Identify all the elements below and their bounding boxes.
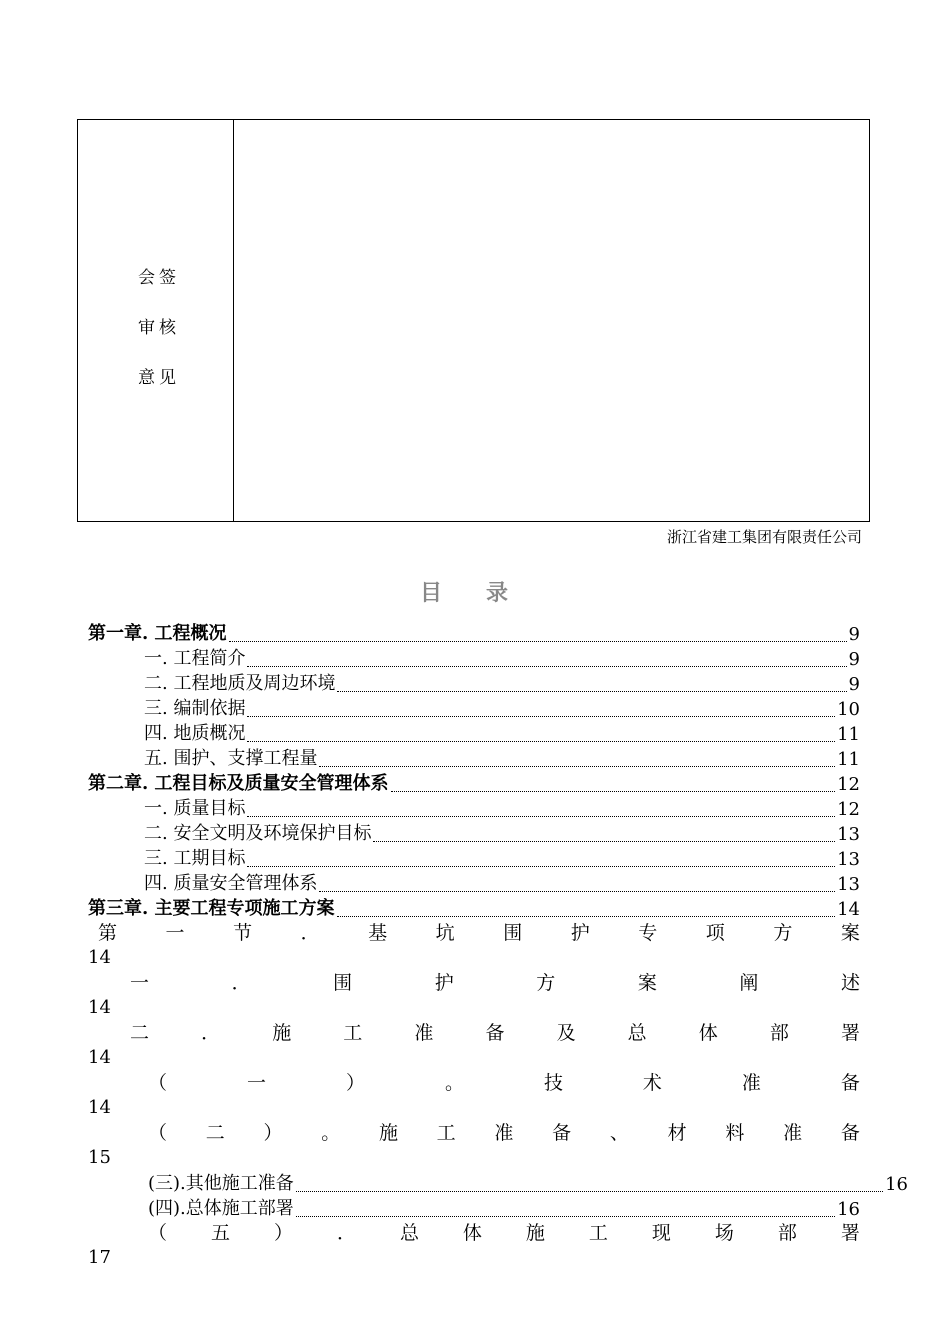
toc-char: 体 [698, 1022, 718, 1044]
toc-char: 术 [642, 1072, 662, 1094]
toc-char: 部 [769, 1022, 789, 1044]
toc-char: ） [263, 1122, 283, 1144]
toc-entry-page: 13 [837, 849, 860, 870]
toc-entry[interactable] [88, 1170, 908, 1195]
toc-char: 五 [210, 1222, 230, 1244]
toc-leader [391, 791, 836, 792]
toc-char: 述 [840, 972, 860, 994]
toc-char: 施 [378, 1122, 398, 1144]
toc-entry-page: 11 [837, 749, 860, 770]
toc-entry-text: (四).总体施工部署 [148, 1198, 294, 1219]
toc-entry-justified[interactable] [88, 920, 860, 970]
toc-entry-text: 二. 工程地质及周边环境 [144, 673, 336, 694]
toc-entry-page: 9 [848, 624, 860, 645]
toc-entry-page: 14 [88, 1097, 111, 1118]
toc-char: ） [273, 1222, 293, 1244]
toc-entry-justified[interactable] [88, 1220, 860, 1270]
toc-char: 项 [705, 922, 725, 944]
toc-entry-justified[interactable] [88, 970, 860, 1020]
toc-char: 工 [588, 1222, 608, 1244]
toc-char: （ [148, 1072, 168, 1094]
toc-char: ． [201, 1022, 221, 1044]
toc-char: 现 [651, 1222, 671, 1244]
toc-entry-justified[interactable] [88, 1020, 860, 1070]
toc-char: （ [148, 1222, 168, 1244]
toc-leader [247, 716, 835, 717]
toc-char: 二 [205, 1122, 225, 1144]
toc-char: 备 [552, 1122, 572, 1144]
toc-char: 节 [233, 922, 253, 944]
toc-entry-text: (三).其他施工准备 [148, 1173, 294, 1194]
toc-entry-page: 15 [88, 1147, 111, 1168]
toc-leader [337, 691, 846, 692]
toc-char: 料 [725, 1122, 745, 1144]
toc-leader [296, 1216, 835, 1217]
toc-leader [247, 816, 835, 817]
toc-entry-page: 14 [88, 947, 111, 968]
toc-leader [373, 841, 835, 842]
toc-char: 施 [525, 1222, 545, 1244]
toc-char: 第 [98, 922, 118, 944]
table-of-contents [88, 620, 908, 1270]
signoff-label-opinion: 意见 [138, 368, 180, 388]
toc-entry-page: 14 [837, 899, 860, 920]
toc-entry[interactable] [88, 795, 860, 820]
toc-char: 基 [368, 922, 388, 944]
toc-char: 部 [777, 1222, 797, 1244]
toc-entry[interactable] [88, 670, 860, 695]
toc-entry[interactable] [88, 695, 860, 720]
toc-leader [319, 766, 835, 767]
toc-char: 施 [272, 1022, 292, 1044]
toc-entry-text [88, 1220, 860, 1245]
toc-char: ． [231, 972, 251, 994]
toc-entry[interactable] [88, 820, 860, 845]
toc-entry-text [88, 1020, 860, 1045]
toc-entry[interactable] [88, 620, 860, 645]
toc-entry[interactable] [88, 870, 860, 895]
toc-entry-text: 三. 工期目标 [144, 848, 246, 869]
toc-entry[interactable] [88, 845, 860, 870]
toc-entry[interactable] [88, 745, 860, 770]
toc-char: 准 [783, 1122, 803, 1144]
toc-char: 备 [840, 1122, 860, 1144]
toc-entry-page: 12 [837, 774, 860, 795]
toc-entry-text: 三. 编制依据 [144, 698, 246, 719]
toc-char: 护 [434, 972, 454, 994]
toc-entry-page: 17 [88, 1247, 111, 1268]
toc-char: ． [336, 1222, 356, 1244]
toc-entry-page: 16 [837, 1199, 860, 1220]
toc-char: （ [148, 1122, 168, 1144]
toc-char: 体 [462, 1222, 482, 1244]
company-name: 浙江省建工集团有限责任公司 [666, 528, 862, 546]
toc-char: 一 [246, 1072, 266, 1094]
toc-entry-text: 二. 安全文明及环境保护目标 [144, 823, 372, 844]
toc-char: 一 [130, 972, 150, 994]
toc-entry-justified[interactable] [88, 1120, 860, 1170]
toc-entry[interactable] [88, 895, 860, 920]
toc-char: 一 [165, 922, 185, 944]
toc-entry-page: 16 [885, 1174, 908, 1195]
toc-entry-page: 11 [837, 724, 860, 745]
toc-entry[interactable] [88, 720, 860, 745]
toc-char: 材 [667, 1122, 687, 1144]
toc-leader [229, 641, 847, 642]
toc-char: 围 [503, 922, 523, 944]
toc-char: 。 [444, 1072, 464, 1094]
toc-entry[interactable] [88, 1195, 860, 1220]
toc-char: 方 [536, 972, 556, 994]
toc-char: 。 [321, 1122, 341, 1144]
toc-char: 方 [773, 922, 793, 944]
toc-char: ． [300, 922, 320, 944]
toc-entry-page: 10 [837, 699, 860, 720]
toc-char: 案 [840, 922, 860, 944]
toc-char: 署 [840, 1222, 860, 1244]
toc-entry-text [88, 920, 860, 945]
toc-title: 目录 [419, 581, 552, 606]
toc-char: 工 [436, 1122, 456, 1144]
toc-char: 准 [494, 1122, 514, 1144]
toc-char: 案 [637, 972, 657, 994]
signoff-table [77, 119, 870, 522]
toc-entry-page: 14 [88, 997, 111, 1018]
toc-entry-text: 第三章. 主要工程专项施工方案 [88, 898, 335, 919]
toc-char: 围 [333, 972, 353, 994]
toc-leader [247, 741, 835, 742]
toc-entry[interactable] [88, 770, 860, 795]
toc-entry-text: 四. 地质概况 [144, 723, 246, 744]
toc-char: 总 [399, 1222, 419, 1244]
toc-char: 坑 [435, 922, 455, 944]
signoff-label-review: 审核 [138, 318, 180, 338]
toc-char: 及 [556, 1022, 576, 1044]
toc-entry-page: 9 [848, 649, 860, 670]
signoff-label-countersign: 会签 [138, 268, 180, 288]
toc-entry-text [88, 1070, 860, 1095]
toc-entry-text: 一. 工程简介 [144, 648, 246, 669]
toc-char: 、 [609, 1122, 629, 1144]
toc-entry[interactable] [88, 645, 860, 670]
toc-char: 场 [714, 1222, 734, 1244]
toc-char: 专 [638, 922, 658, 944]
toc-char: 护 [570, 922, 590, 944]
signoff-content-cell [234, 120, 869, 521]
toc-leader [247, 666, 846, 667]
toc-entry-page: 12 [837, 799, 860, 820]
toc-char: 技 [543, 1072, 563, 1094]
signoff-label-cell [78, 120, 234, 521]
toc-char: 总 [627, 1022, 647, 1044]
toc-entry-text [88, 970, 860, 995]
toc-leader [296, 1191, 883, 1192]
toc-char: 阐 [739, 972, 759, 994]
toc-entry-text: 五. 围护、支撑工程量 [144, 748, 318, 769]
toc-entry-text: 四. 质量安全管理体系 [144, 873, 318, 894]
toc-leader [337, 916, 836, 917]
toc-leader [319, 891, 835, 892]
toc-entry-justified[interactable] [88, 1070, 860, 1120]
toc-char: ） [345, 1072, 365, 1094]
toc-char: 署 [840, 1022, 860, 1044]
toc-char: 二 [130, 1022, 150, 1044]
toc-char: 准 [414, 1022, 434, 1044]
toc-entry-page: 14 [88, 1047, 111, 1068]
toc-char: 备 [485, 1022, 505, 1044]
toc-entry-text [88, 1120, 860, 1145]
toc-entry-text: 第二章. 工程目标及质量安全管理体系 [88, 773, 389, 794]
toc-entry-page: 13 [837, 874, 860, 895]
toc-entry-text: 第一章. 工程概况 [88, 623, 227, 644]
toc-char: 备 [840, 1072, 860, 1094]
toc-char: 工 [343, 1022, 363, 1044]
toc-entry-text: 一. 质量目标 [144, 798, 246, 819]
toc-char: 准 [741, 1072, 761, 1094]
toc-entry-page: 13 [837, 824, 860, 845]
toc-entry-page: 9 [848, 674, 860, 695]
toc-leader [247, 866, 835, 867]
